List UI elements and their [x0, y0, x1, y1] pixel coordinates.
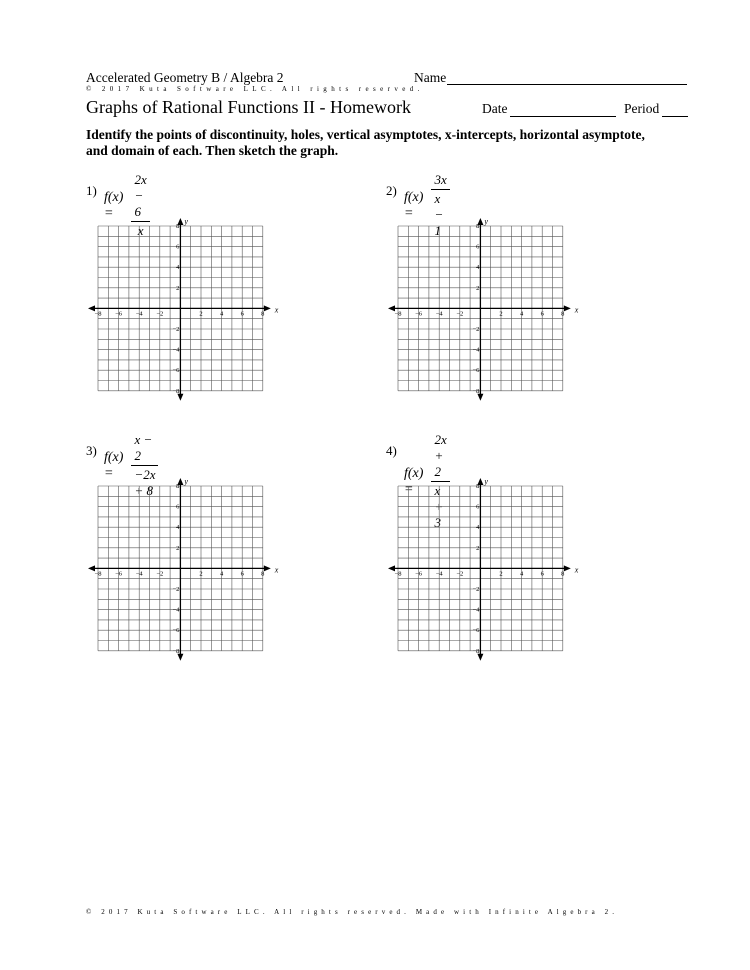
x-tick-label: −8 [394, 310, 402, 318]
x-tick-label: −4 [135, 570, 143, 578]
function-name: f(x) = [104, 189, 124, 221]
x-tick-label: −6 [415, 310, 423, 318]
x-tick-label: 6 [240, 570, 244, 578]
y-axis-label: y [184, 217, 188, 226]
y-tick-label: −6 [172, 367, 180, 375]
x-axis-right-arrow [564, 305, 571, 311]
y-axis-label: y [484, 477, 488, 486]
y-tick-label: −8 [472, 647, 480, 655]
y-tick-label: 2 [476, 284, 480, 292]
copyright-notice: © 2017 Kuta Software LLC. All rights reserved. [86, 85, 424, 93]
x-tick-label: 2 [499, 570, 503, 578]
problem-number: 1) [86, 183, 97, 198]
date-label: Date [482, 101, 508, 116]
x-axis-label: x [274, 305, 279, 315]
x-axis-right-arrow [264, 305, 271, 311]
y-tick-label: 6 [476, 243, 480, 251]
period-field[interactable] [662, 116, 688, 117]
y-tick-label: 4 [476, 524, 480, 532]
x-tick-label: −2 [456, 570, 464, 578]
numerator: x − 2 [131, 432, 158, 466]
y-tick-label: −2 [172, 326, 180, 333]
x-axis-label: x [574, 305, 579, 315]
x-tick-label: 6 [240, 310, 244, 318]
y-tick-label: −8 [472, 387, 480, 395]
y-axis-label: y [484, 217, 488, 226]
numerator: 2x − 6 [131, 172, 149, 222]
y-tick-label: −8 [172, 387, 180, 395]
x-tick-label: −6 [115, 570, 123, 578]
y-tick-label: −6 [472, 627, 480, 635]
x-tick-label: 2 [499, 310, 503, 318]
x-tick-label: −8 [394, 570, 402, 578]
y-tick-label: 2 [176, 284, 180, 292]
y-tick-label: 6 [176, 503, 180, 511]
x-tick-label: 8 [261, 310, 265, 318]
y-tick-label: 6 [476, 503, 480, 511]
denominator: x − 1 [434, 191, 444, 238]
y-tick-label: 4 [176, 264, 180, 272]
y-tick-label: 2 [476, 544, 480, 552]
x-axis-label: x [274, 565, 279, 575]
x-tick-label: 6 [540, 570, 544, 578]
x-tick-label: −2 [156, 310, 164, 318]
coordinate-grid[interactable] [86, 472, 278, 668]
coordinate-grid[interactable] [86, 212, 278, 408]
numerator: 2x + 2 [431, 432, 449, 482]
denominator: x [137, 223, 144, 238]
y-tick-label: −6 [172, 627, 180, 635]
x-tick-label: 4 [219, 310, 224, 318]
denominator: −2x + 8 [134, 467, 156, 498]
problem-number: 4) [386, 443, 397, 458]
x-tick-label: −8 [94, 570, 102, 578]
function-name: f(x) = [404, 189, 424, 221]
x-tick-label: −6 [415, 570, 423, 578]
y-tick-label: −4 [172, 606, 180, 614]
name-field[interactable] [447, 84, 687, 85]
x-tick-label: 4 [219, 570, 224, 578]
y-tick-label: −2 [172, 586, 180, 593]
function-name: f(x) = [404, 465, 424, 497]
y-axis-down-arrow [477, 654, 483, 661]
y-tick-label: 8 [176, 223, 180, 230]
x-tick-label: 8 [261, 570, 265, 578]
y-tick-label: −2 [472, 586, 480, 593]
x-tick-label: 2 [199, 310, 203, 318]
x-tick-label: 8 [561, 310, 565, 318]
coordinate-grid[interactable] [386, 472, 578, 668]
period-label: Period [624, 101, 660, 116]
y-tick-label: 8 [476, 223, 480, 230]
x-tick-label: −8 [94, 310, 102, 318]
problem-number: 2) [386, 183, 397, 198]
x-tick-label: −2 [456, 310, 464, 318]
y-axis-label: y [184, 477, 188, 486]
function-name: f(x) = [104, 449, 124, 481]
denominator: x + 3 [434, 483, 444, 530]
x-tick-label: −4 [135, 310, 143, 318]
y-tick-label: −4 [472, 606, 480, 614]
y-tick-label: −4 [172, 346, 180, 354]
y-axis-down-arrow [177, 654, 183, 661]
coordinate-grid[interactable] [386, 212, 578, 408]
date-field[interactable] [510, 116, 616, 117]
x-tick-label: 8 [561, 570, 565, 578]
name-label: Name [414, 70, 447, 85]
x-axis-label: x [574, 565, 579, 575]
y-tick-label: −8 [172, 647, 180, 655]
x-tick-label: −4 [435, 570, 443, 578]
y-tick-label: 8 [176, 483, 180, 490]
problem-number: 3) [86, 443, 97, 458]
y-tick-label: 4 [176, 524, 180, 532]
y-tick-label: 4 [476, 264, 480, 272]
instructions: Identify the points of discontinuity, holes, vertical asymptotes, x-intercepts, horizontal asymptote, and domain of each. Then sketch the graph. [86, 127, 645, 158]
x-axis-right-arrow [264, 565, 271, 571]
x-tick-label: 2 [199, 570, 203, 578]
x-tick-label: 4 [519, 310, 524, 318]
y-axis-down-arrow [177, 394, 183, 401]
numerator: 3x [431, 172, 449, 190]
course-title: Accelerated Geometry B / Algebra 2 [86, 70, 284, 85]
x-tick-label: −6 [115, 310, 123, 318]
y-tick-label: −6 [472, 367, 480, 375]
x-tick-label: 4 [519, 570, 524, 578]
x-axis-right-arrow [564, 565, 571, 571]
y-tick-label: 2 [176, 544, 180, 552]
y-tick-label: −2 [472, 326, 480, 333]
y-tick-label: −4 [472, 346, 480, 354]
worksheet-title: Graphs of Rational Functions II - Homework [86, 97, 411, 117]
footer-copyright: © 2017 Kuta Software LLC. All rights reserved. Made with Infinite Algebra 2. [86, 908, 619, 916]
x-tick-label: 6 [540, 310, 544, 318]
y-axis-down-arrow [477, 394, 483, 401]
y-tick-label: 8 [476, 483, 480, 490]
x-tick-label: −4 [435, 310, 443, 318]
x-tick-label: −2 [156, 570, 164, 578]
y-tick-label: 6 [176, 243, 180, 251]
